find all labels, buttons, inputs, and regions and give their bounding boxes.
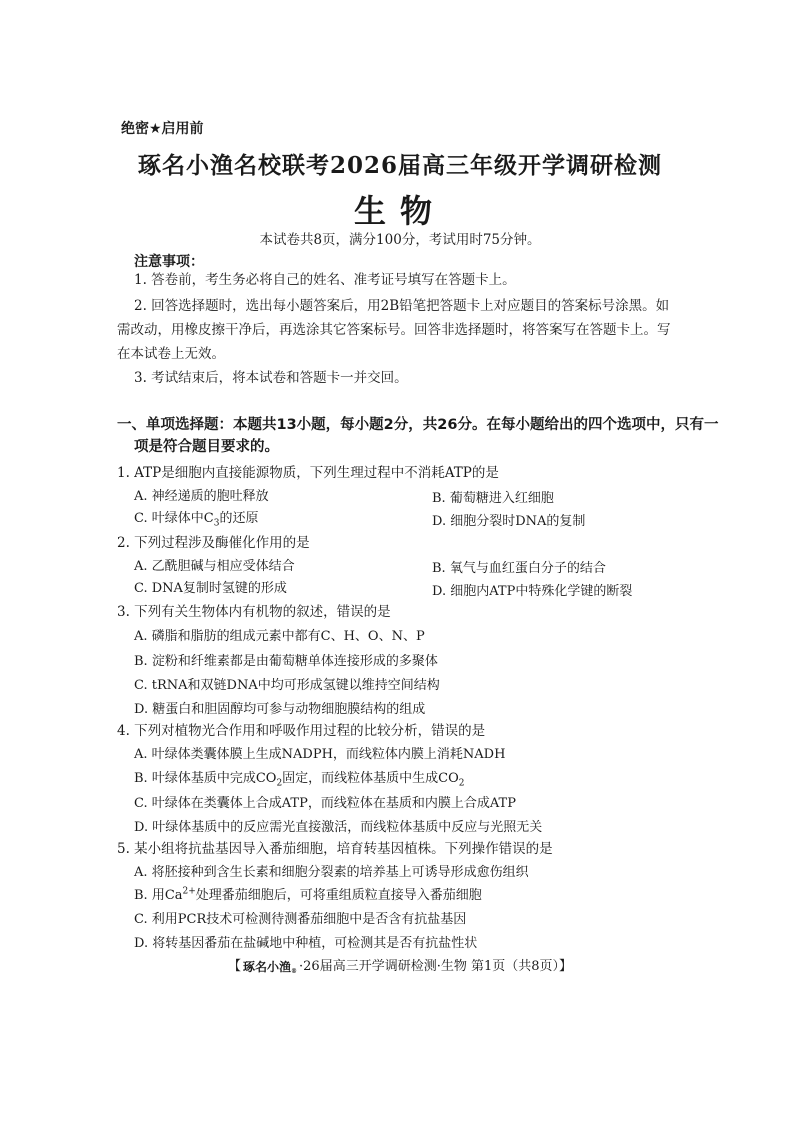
question-1-option-d: D. 细胞分裂时DNA的复制 [432,514,586,529]
question-3-option-c: C. tRNA和双链DNA中均可形成氢键以维持空间结构 [134,678,440,693]
section-1-title-line-1: 一、单项选择题：本题共13小题，每小题2分，共26分。在每小题给出的四个选项中，只有一 [117,417,719,433]
question-5-option-c: C. 利用PCR技术可检测待测番茄细胞中是否含有抗盐基因 [134,912,467,927]
question-4-option-a: A. 叶绿体类囊体膜上生成NADPH，而线粒体内膜上消耗NADH [134,747,506,762]
question-5-stem: 5. 某小组将抗盐基因导入番茄细胞，培育转基因植株。下列操作错误的是 [117,841,553,857]
notice-heading: 注意事项： [134,254,204,270]
confidential-label: 绝密★启用前 [121,121,204,137]
question-3-stem: 3. 下列有关生物体内有机物的叙述，错误的是 [117,604,391,620]
question-3-option-b: B. 淀粉和纤维素都是由葡萄糖单体连接形成的多聚体 [134,654,438,669]
question-2-stem: 2. 下列过程涉及酶催化作用的是 [117,535,310,551]
question-2-option-b: B. 氧气与血红蛋白分子的结合 [432,561,606,576]
question-4-option-c: C. 叶绿体在类囊体上合成ATP，而线粒体在基质和内膜上合成ATP [134,796,516,811]
notice-item-1: 1. 答卷前，考生务必将自己的姓名、准考证号填写在答题卡上。 [134,272,516,288]
notice-item-2-line-2: 需改动，用橡皮擦干净后，再选涂其它答案标号。回答非选择题时，将答案写在答题卡上。写 [117,322,671,338]
question-1-option-c: C. 叶绿体中$C_3$的还原 [134,511,259,529]
page-footer [0,955,800,975]
section-1-title-line-2: 项是符合题目要求的。 [134,439,279,455]
question-2-option-d: D. 细胞内ATP中特殊化学键的断裂 [432,584,633,599]
question-1-stem: 1. ATP是细胞内直接能源物质，下列生理过程中不消耗ATP的是 [117,465,499,481]
question-5-option-d: D. 将转基因番茄在盐碱地中种植，可检测其是否有抗盐性状 [134,936,478,951]
question-2-option-a: A. 乙酰胆碱与相应受体结合 [134,559,295,574]
footer-open-bracket: 【 [227,959,241,974]
exam-info: 本试卷共8页，满分100分，考试用时75分钟。 [259,232,541,248]
notice-item-2-line-1: 2. 回答选择题时，选出每小题答案后，用2B铅笔把答题卡上对应题目的答案标号涂黑。如 [134,298,670,314]
question-4-option-b: B. 叶绿体基质中完成$CO_2$固定，而线粒体基质中生成$CO_2$ [134,771,465,789]
footer-close-bracket: 】 [559,959,573,974]
brand-logo: 琢名小渔® [243,960,298,975]
notice-item-3: 3. 考试结束后，将本试卷和答题卡一并交回。 [134,370,408,386]
question-4-option-d: D. 叶绿体基质中的反应需光直接激活，而线粒体基质中反应与光照无关 [134,820,543,835]
question-1-option-a: A. 神经递质的胞吐释放 [134,489,269,504]
question-5-option-a: A. 将胚接种到含生长素和细胞分裂素的培养基上可诱导形成愈伤组织 [134,865,529,880]
question-3-option-a: A. 磷脂和脂肪的组成元素中都有C、H、O、N、P [134,629,425,644]
question-3-option-d: D. 糖蛋白和胆固醇均可参与动物细胞膜结构的组成 [134,702,426,717]
question-1-option-b: B. 葡萄糖进入红细胞 [432,491,554,506]
notice-item-2-line-3: 在本试卷上无效。 [117,346,225,362]
question-4-stem: 4. 下列对植物光合作用和呼吸作用过程的比较分析，错误的是 [117,723,486,739]
subject-title: 生物 [353,192,446,230]
footer-text: ·26届高三开学调研检测·生物 第1页（共8页） [299,959,559,974]
exam-title: 琢名小渔名校联考2026届高三年级开学调研检测 [137,152,662,179]
question-2-option-c: C. DNA复制时氢键的形成 [134,581,287,596]
question-5-option-b: B. 用$Ca^{2+}$处理番茄细胞后，可将重组质粒直接导入番茄细胞 [134,886,482,903]
